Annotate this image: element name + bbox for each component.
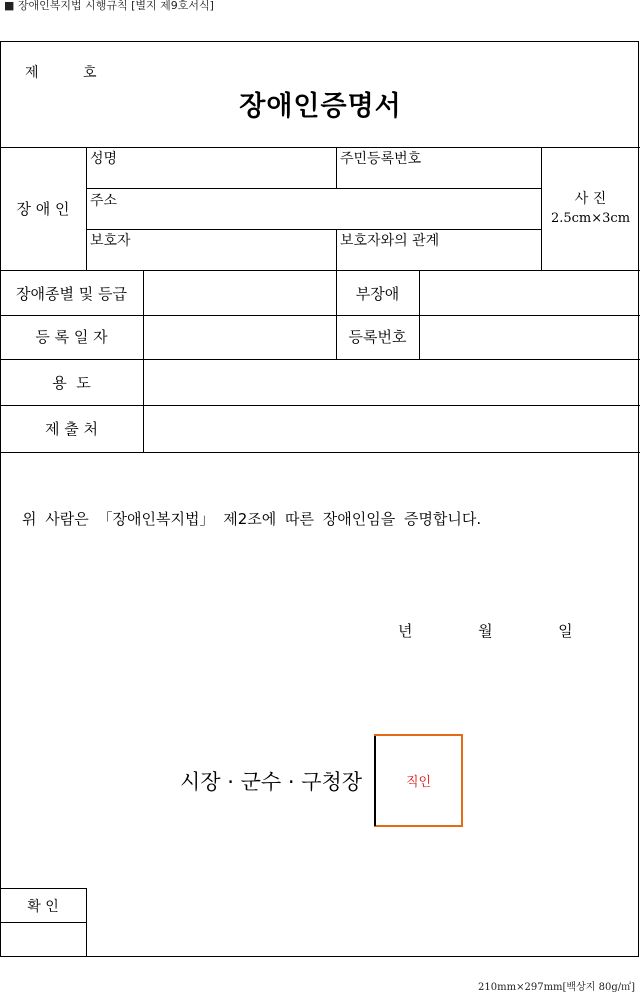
rule xyxy=(0,922,86,923)
photo-size: 2.5cm×3cm xyxy=(550,211,631,226)
rule xyxy=(336,147,337,188)
photo-label: 사 진 xyxy=(574,191,607,207)
certificate-form xyxy=(0,41,639,957)
confirm-label: 확 인 xyxy=(27,899,59,915)
document-title: 장애인증명서 xyxy=(239,91,402,122)
form-reference: ■ 장애인복지법 시행규칙 [별지 제9호서식] xyxy=(4,0,214,12)
rule xyxy=(541,147,542,270)
rule xyxy=(419,270,420,359)
document-number-label: 제 호 xyxy=(25,65,97,81)
submit-to-label: 제 출 처 xyxy=(44,420,98,438)
guardian-field-label: 보호자 xyxy=(90,233,131,249)
address-field-label: 주소 xyxy=(90,193,118,209)
official-seal-label: 직인 xyxy=(405,775,432,790)
guardian-relation-field-label: 보호자와의 관계 xyxy=(340,233,440,249)
person-section-label: 장 애 인 xyxy=(16,200,70,218)
issue-date xyxy=(398,620,573,641)
rule xyxy=(86,229,541,230)
rule xyxy=(86,888,87,957)
issuing-authority: 시장 · 군수 · 구청장 xyxy=(180,770,363,794)
disability-type-grade-label: 장애종별 및 등급 xyxy=(16,285,127,303)
rule xyxy=(143,270,144,452)
rule xyxy=(0,359,640,360)
rule xyxy=(0,405,640,406)
rule xyxy=(0,452,640,453)
rule xyxy=(336,229,337,270)
rule xyxy=(0,888,86,889)
date-day-label: 일 xyxy=(558,622,573,640)
paper-spec: 210mm×297mm[백상지 80g/㎡] xyxy=(478,982,635,993)
rule xyxy=(0,315,640,316)
registration-date-label: 등 록 일 자 xyxy=(35,328,108,346)
rule xyxy=(0,270,640,271)
rule xyxy=(86,188,541,189)
certification-statement: 위 사람은 「장애인복지법」 제2조에 따른 장애인임을 증명합니다. xyxy=(22,510,482,528)
rule xyxy=(86,147,87,270)
resident-number-field-label: 주민등록번호 xyxy=(340,151,422,167)
purpose-label: 용 도 xyxy=(52,374,91,392)
name-field-label: 성명 xyxy=(90,151,118,167)
secondary-disability-label: 부장애 xyxy=(355,285,400,303)
date-month-label: 월 xyxy=(478,622,493,640)
registration-number-label: 등록번호 xyxy=(348,328,407,346)
date-year-label: 년 xyxy=(398,622,413,640)
